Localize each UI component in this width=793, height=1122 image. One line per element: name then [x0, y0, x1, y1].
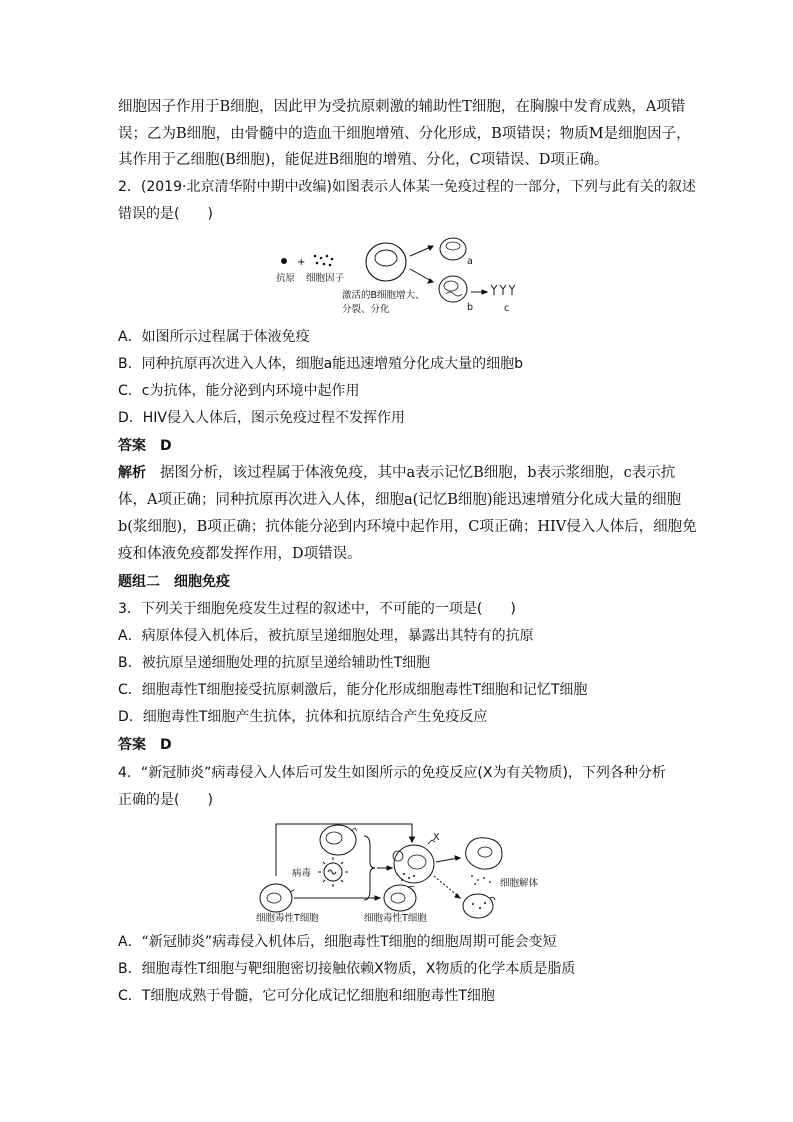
infected-target-cell-icon: [393, 840, 435, 883]
q4-stem-line-2: 正确的是( ): [118, 792, 213, 808]
q3-option-d: D．细胞毒性T细胞产生抗体，抗体和抗原结合产生免疫反应: [118, 709, 488, 725]
q2-analysis-line-2: 体，A项正确；同种抗原再次进入人体，细胞a(记忆B细胞)能迅速增殖分化成大量的细胞: [118, 492, 682, 508]
ctl-label-left: 细胞毒性T细胞: [256, 913, 319, 924]
arrow-to-lysis-icon: [436, 856, 460, 862]
q2-option-c: C．c为抗体，能分泌到内环境中起作用: [118, 383, 360, 399]
virus-label: 病毒: [292, 868, 312, 879]
arrow-to-a-icon: [410, 246, 433, 256]
antibody-c-icon: [491, 285, 515, 295]
target-cell-top-icon: [320, 825, 357, 855]
q2-option-a: A．如图所示过程属于体液免疫: [118, 329, 310, 345]
explanation-line-2: 误；乙为B细胞，由骨髓中的造血干细胞增殖、分化形成，B项错误；物质M是细胞因子，: [118, 126, 691, 142]
q4-figure: [252, 818, 544, 926]
q4-option-a: A．“新冠肺炎”病毒侵入机体后，细胞毒性T细胞的细胞周期可能会变短: [118, 934, 557, 950]
answer-value: D: [160, 438, 172, 454]
lysis-label: 细胞解体: [500, 878, 539, 889]
q2-analysis-line-3: b(浆细胞)，B项正确；抗体能分泌到内环境中起作用，C项正确；HIV侵入人体后，细胞免: [118, 519, 697, 535]
q4-option-b: B．细胞毒性T细胞与靶细胞密切接触依赖X物质，X物质的化学本质是脂质: [118, 961, 576, 977]
ctl-label-mid: 细胞毒性T细胞: [364, 913, 427, 924]
antigen-dot-icon: [281, 258, 287, 264]
label-c: c: [504, 303, 510, 314]
analysis-text-1: 据图分析，该过程属于体液免疫，其中a表示记忆B细胞，b表示浆细胞，c表示抗: [160, 465, 676, 481]
analysis-label: 解析: [118, 465, 146, 481]
group2-title: 题组二 细胞免疫: [118, 574, 230, 590]
label-a: a: [467, 256, 473, 267]
q3-option-b: B．被抗原呈递细胞处理的抗原呈递给辅助性T细胞: [118, 655, 431, 671]
ctl-cell-mid-icon: [384, 885, 416, 911]
dashed-arrow-icon: [434, 876, 460, 898]
brace-icon: [364, 836, 375, 900]
q3-option-a: A．病原体侵入机体后，被抗原呈递细胞处理，暴露出其特有的抗原: [118, 628, 534, 644]
answer-label: 答案: [118, 438, 146, 454]
explanation-line-3: 其作用于乙细胞(B细胞)，能促进B细胞的增殖、分化，C项错误、D项正确。: [118, 152, 609, 168]
q3-answer: [118, 735, 172, 755]
q2-answer: [118, 436, 172, 456]
arrow-to-c-icon: [471, 290, 487, 294]
lysed-cell-icon: [466, 838, 502, 885]
ctl-cell-left-icon: [260, 884, 294, 912]
label-b: b: [467, 302, 474, 313]
q4-option-c: C．T细胞成熟于骨髓，它可分化成记忆细胞和细胞毒性T细胞: [118, 988, 495, 1004]
virus-icon: [318, 857, 348, 887]
activated-label-1: 激活的B细胞增大、: [342, 290, 425, 301]
q2-option-d: D．HIV侵入人体后，图示免疫过程不发挥作用: [118, 410, 406, 426]
activated-label-2: 分裂、分化: [342, 304, 390, 315]
plus-sign: +: [297, 257, 306, 268]
arrow-to-target-icon: [377, 866, 392, 870]
q2-stem-line-1: 2．(2019·北京清华附中期中改编)如图表示人体某一免疫过程的一部分，下列与此有关的叙述: [118, 179, 696, 195]
explanation-line-1: 细胞因子作用于B细胞，因此甲为受抗原刺激的辅助性T细胞，在胸腺中发育成熟，A项错: [118, 99, 686, 115]
antigen-label: 抗原: [276, 273, 296, 284]
q2-analysis-line-1: [118, 463, 675, 483]
activated-b-cell-icon: [366, 243, 406, 281]
memory-cell-a-icon: [440, 238, 466, 260]
q4-stem-line-1: 4．“新冠肺炎”病毒侵入人体后可发生如图所示的免疫反应(X为有关物质)，下列各种分析: [118, 765, 666, 781]
answer-value: D: [160, 737, 172, 753]
cytokine-dots-icon: [314, 255, 334, 267]
q2-analysis-line-4: 疫和体液免疫都发挥作用，D项错误。: [118, 546, 362, 562]
q3-stem: 3．下列关于细胞免疫发生过程的叙述中，不可能的一项是( ): [118, 601, 516, 617]
dead-cell-icon: [463, 894, 495, 918]
answer-label: 答案: [118, 737, 146, 753]
x-label: X: [433, 832, 440, 843]
arrow-to-b-icon: [410, 269, 433, 283]
q3-option-c: C．细胞毒性T细胞接受抗原刺激后，能分化形成细胞毒性T细胞和记忆T细胞: [118, 682, 588, 698]
q2-option-b: B．同种抗原再次进入人体，细胞a能迅速增殖分化成大量的细胞b: [118, 356, 524, 372]
q2-figure: [270, 236, 530, 320]
q2-stem-line-2: 错误的是( ): [118, 206, 213, 222]
cytokine-label: 细胞因子: [306, 273, 345, 284]
plasma-cell-b-icon: [439, 276, 467, 302]
